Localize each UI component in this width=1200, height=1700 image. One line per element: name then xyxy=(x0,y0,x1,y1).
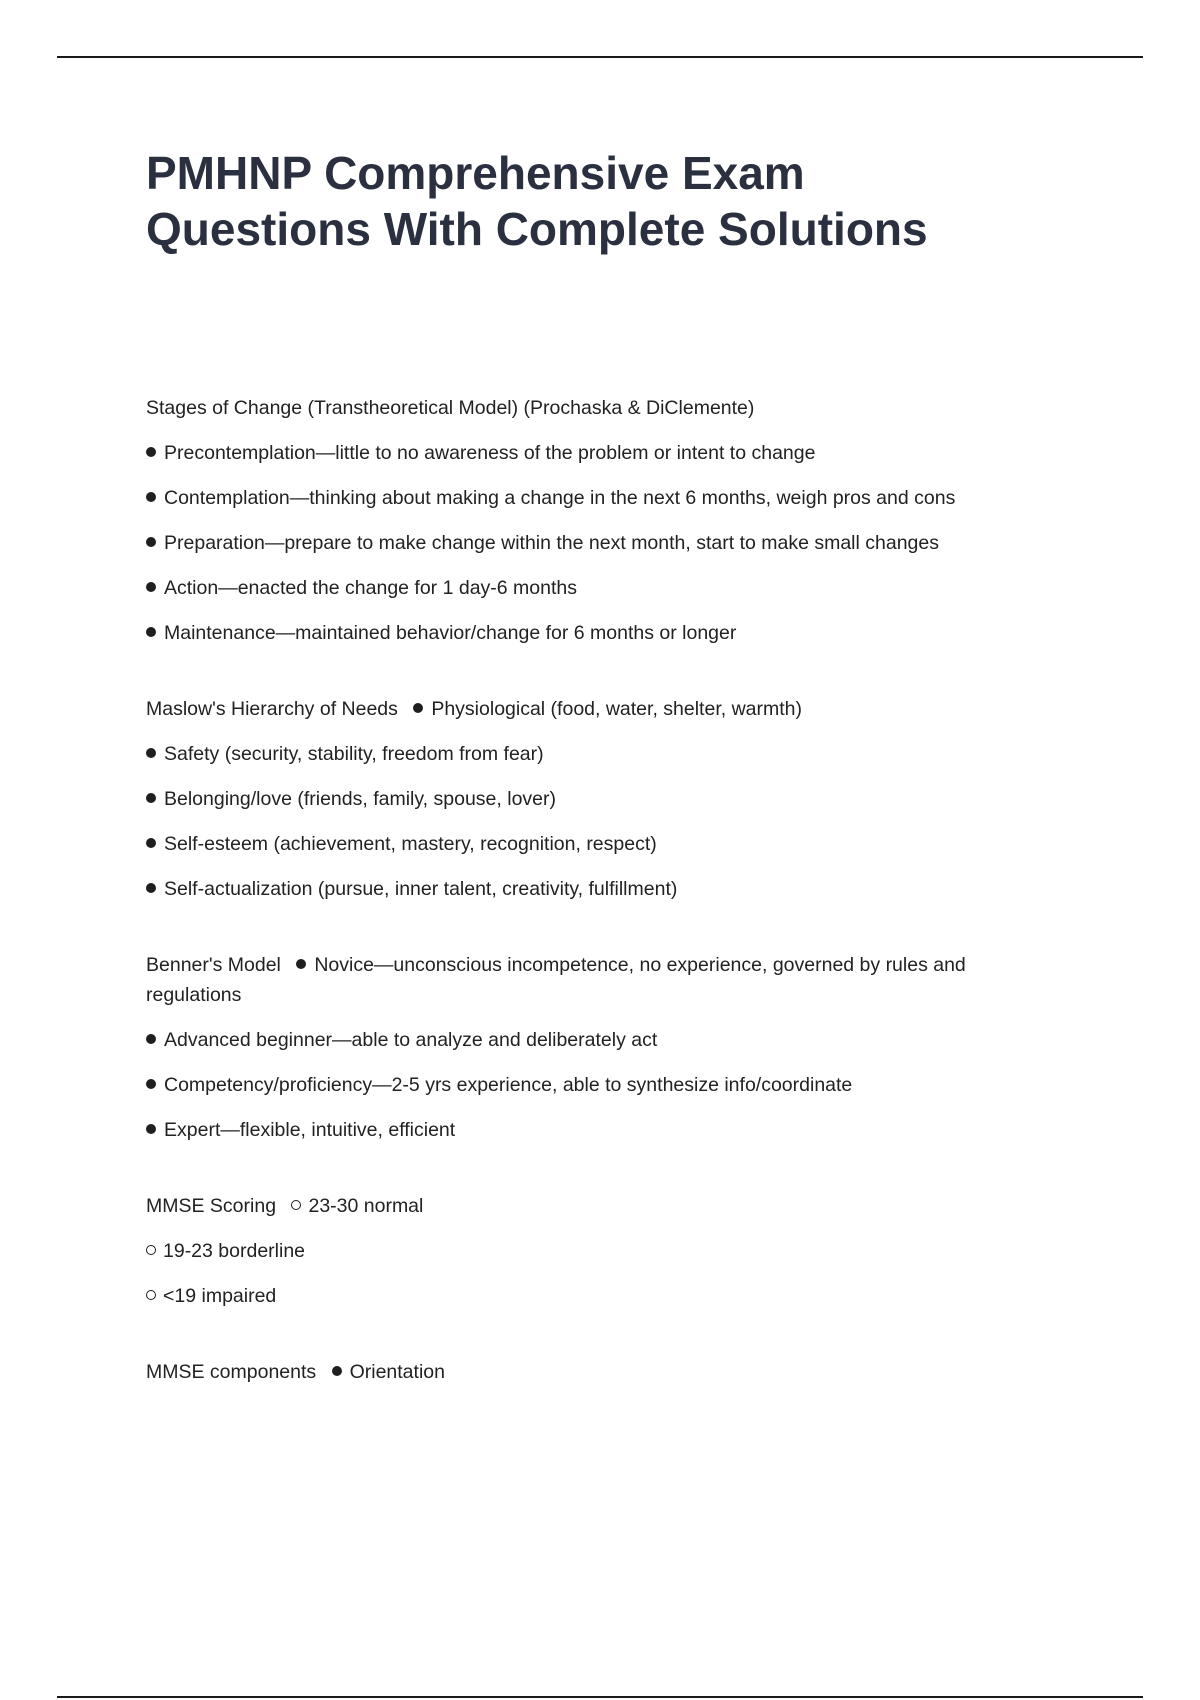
list-item: Maintenance—maintained behavior/change for 6 months or longer xyxy=(146,618,1006,648)
list-item: Belonging/love (friends, family, spouse, lover) xyxy=(146,784,1006,814)
bullet-ring-icon xyxy=(291,1200,301,1210)
list-item: Preparation—prepare to make change within the next month, start to make small changes xyxy=(146,528,1006,558)
bullet-dot-icon xyxy=(332,1366,342,1376)
document-title xyxy=(146,145,1106,257)
section-benner xyxy=(146,950,1006,1145)
section-stages-of-change xyxy=(146,393,1006,648)
bullet-dot-icon xyxy=(146,627,156,637)
top-divider xyxy=(57,56,1143,58)
list-item: Self-actualization (pursue, inner talent, creativity, fulfillment) xyxy=(146,874,1006,904)
bullet-dot-icon xyxy=(146,537,156,547)
stages-heading: Stages of Change (Transtheoretical Model) (Prochaska & DiClemente) xyxy=(146,397,755,419)
bullet-dot-icon xyxy=(146,793,156,803)
bullet-ring-icon xyxy=(146,1245,156,1255)
list-item: <19 impaired xyxy=(146,1281,1006,1311)
section-heading xyxy=(146,1191,1006,1221)
title-line-2: Questions With Complete Solutions xyxy=(146,203,928,255)
title-line-1: PMHNP Comprehensive Exam xyxy=(146,147,805,199)
bullet-ring-icon xyxy=(146,1290,156,1300)
list-item: Self-esteem (achievement, mastery, recognition, respect) xyxy=(146,829,1006,859)
section-maslow xyxy=(146,694,1006,904)
section-mmse-scoring xyxy=(146,1191,1006,1311)
bullet-dot-icon xyxy=(146,492,156,502)
section-heading xyxy=(146,950,1006,1010)
bullet-dot-icon xyxy=(146,582,156,592)
list-item: Action—enacted the change for 1 day-6 months xyxy=(146,573,1006,603)
bullet-dot-icon xyxy=(146,447,156,457)
bullet-dot-icon xyxy=(146,1034,156,1044)
list-item: Competency/proficiency—2-5 yrs experience, able to synthesize info/coordinate xyxy=(146,1070,1006,1100)
bullet-dot-icon xyxy=(146,1124,156,1134)
bullet-dot-icon xyxy=(146,748,156,758)
list-item: Contemplation—thinking about making a change in the next 6 months, weigh pros and cons xyxy=(146,483,1006,513)
list-item: 19-23 borderline xyxy=(146,1236,1006,1266)
list-item: Expert—flexible, intuitive, efficient xyxy=(146,1115,1006,1145)
list-item: Novice—unconscious incompetence, no experience, governed by rules and regulations xyxy=(146,954,966,1006)
list-item: Safety (security, stability, freedom from fear) xyxy=(146,739,1006,769)
benner-heading: Benner's Model xyxy=(146,954,281,976)
section-heading xyxy=(146,694,1006,724)
section-heading xyxy=(146,1357,1006,1387)
list-item: Orientation xyxy=(332,1361,445,1383)
list-item: Physiological (food, water, shelter, warmth) xyxy=(413,698,802,720)
mmse-scoring-heading: MMSE Scoring xyxy=(146,1195,277,1217)
bottom-divider xyxy=(57,1696,1143,1698)
list-item: Advanced beginner—able to analyze and deliberately act xyxy=(146,1025,1006,1055)
bullet-dot-icon xyxy=(146,1079,156,1089)
section-heading xyxy=(146,393,1006,423)
bullet-dot-icon xyxy=(146,838,156,848)
section-mmse-components xyxy=(146,1357,1006,1387)
list-item: 23-30 normal xyxy=(291,1195,423,1217)
bullet-dot-icon xyxy=(296,959,306,969)
list-item: Precontemplation—little to no awareness of the problem or intent to change xyxy=(146,438,1006,468)
mmse-components-heading: MMSE components xyxy=(146,1361,317,1383)
bullet-dot-icon xyxy=(146,883,156,893)
bullet-dot-icon xyxy=(413,703,423,713)
maslow-heading: Maslow's Hierarchy of Needs xyxy=(146,698,398,720)
document-body xyxy=(146,393,1006,1433)
